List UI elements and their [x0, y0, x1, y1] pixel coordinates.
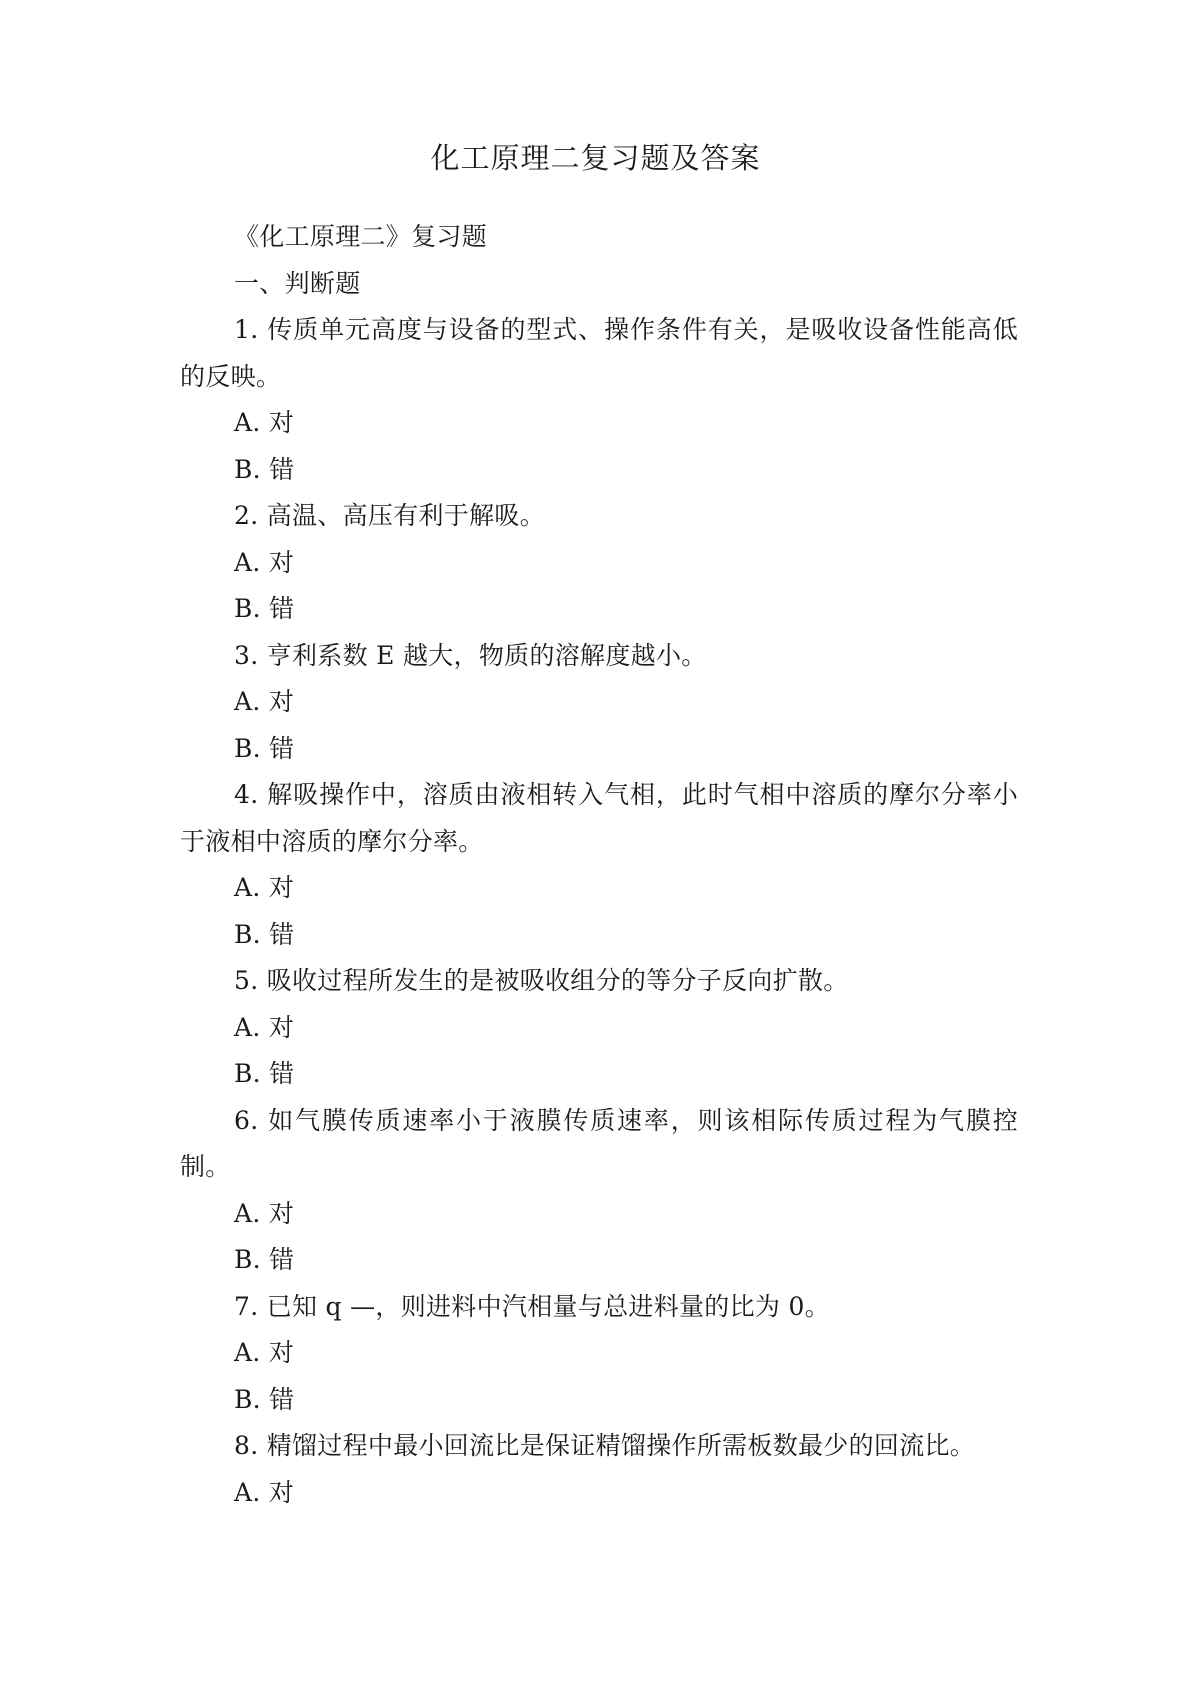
- question-text: 8. 精馏过程中最小回流比是保证精馏操作所需板数最少的回流比。: [234, 1431, 976, 1460]
- option-b: B. 错: [234, 733, 295, 763]
- question-text: 7. 已知 q —，则进料中汽相量与总进料量的比为 0。: [234, 1291, 830, 1321]
- option-a: A. 对: [234, 1198, 295, 1228]
- document-title: 化工原理二复习题及答案: [430, 141, 761, 175]
- option-b: B. 错: [234, 454, 295, 484]
- question-item: [180, 1098, 1018, 1284]
- option-b: B. 错: [234, 1059, 295, 1088]
- option-a: A. 对: [234, 873, 295, 902]
- option-a: A. 对: [234, 1012, 295, 1042]
- question-item: [180, 958, 1018, 1098]
- option-a: A. 对: [234, 687, 295, 716]
- option-a: A. 对: [234, 547, 295, 577]
- option-a: A. 对: [234, 408, 295, 437]
- section-heading: 一、判断题: [234, 268, 361, 298]
- question-item: [180, 633, 1018, 773]
- question-item: [180, 493, 1018, 633]
- question-item: [180, 307, 1018, 493]
- option-b: B. 错: [234, 1384, 295, 1414]
- document-body: [180, 214, 1018, 1516]
- question-item: [180, 1423, 1018, 1516]
- option-a: A. 对: [234, 1477, 295, 1507]
- subtitle: 《化工原理二》复习题: [234, 222, 488, 251]
- option-b: B. 错: [234, 919, 295, 949]
- option-a: A. 对: [234, 1338, 295, 1367]
- option-b: B. 错: [234, 594, 295, 623]
- question-item: [180, 1284, 1018, 1424]
- question-text: 6. 如气膜传质速率小于液膜传质速率，则该相际传质过程为气膜控制。: [180, 1105, 1018, 1181]
- option-b: B. 错: [234, 1245, 295, 1274]
- question-text: 5. 吸收过程所发生的是被吸收组分的等分子反向扩散。: [234, 966, 849, 995]
- question-item: [180, 772, 1018, 958]
- question-text: 1. 传质单元高度与设备的型式、操作条件有关，是吸收设备性能高低的反映。: [180, 315, 1018, 391]
- question-text: 2. 高温、高压有利于解吸。: [234, 501, 546, 530]
- question-text: 4. 解吸操作中，溶质由液相转入气相，此时气相中溶质的摩尔分率小于液相中溶质的摩尔分率。: [180, 780, 1018, 856]
- question-text: 3. 亨利系数 E 越大，物质的溶解度越小。: [234, 640, 707, 670]
